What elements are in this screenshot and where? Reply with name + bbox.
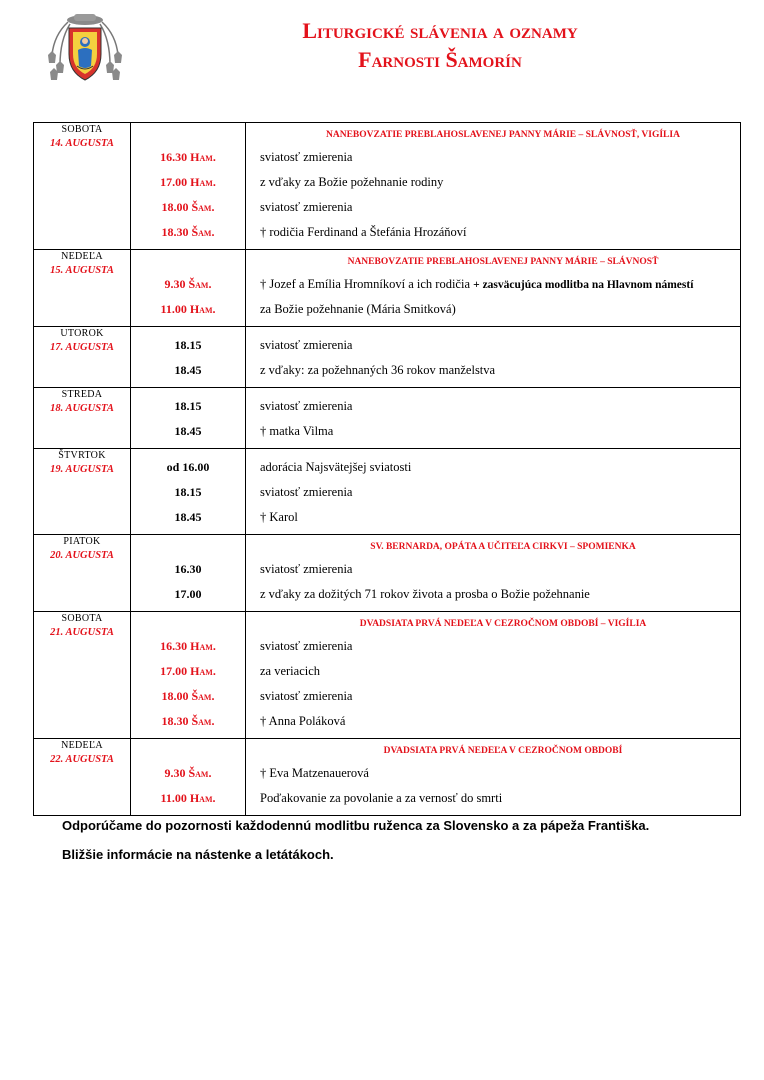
mass-time (131, 709, 245, 734)
parish-name: Farnosti Šamorín (358, 47, 522, 72)
day-name: STREDA (61, 389, 103, 400)
mass-time (131, 634, 245, 659)
feast-title: NANEBOVZATIE PREBLAHOSLAVENEJ PANNY MÁRIE – SLÁVNOSŤ, VIGÍLIA (326, 130, 680, 140)
mass-time (131, 170, 245, 195)
location-abbrev: Šam. (191, 714, 215, 728)
mass-intention (246, 786, 740, 811)
location-abbrev: Šam. (191, 225, 215, 239)
time-value: 18.15 (174, 399, 202, 413)
mass-intention (246, 582, 740, 607)
mass-time (131, 455, 245, 480)
time-value: 16.30 (160, 150, 188, 164)
time-value: 17.00 (160, 664, 188, 678)
mass-time (131, 557, 245, 582)
mass-intention (246, 761, 740, 786)
time-value: 16.30 (160, 639, 188, 653)
location-abbrev: Ham. (189, 791, 216, 805)
mass-time (131, 480, 245, 505)
time-value: 16.30 (174, 562, 202, 576)
location-abbrev: Ham. (189, 302, 216, 316)
intention-cell (246, 449, 741, 535)
mass-intention (246, 358, 740, 383)
day-name: UTOROK (60, 328, 104, 339)
day-date: 18. AUGUSTA (50, 403, 114, 414)
time-value: 18.15 (174, 338, 202, 352)
day-cell (34, 739, 131, 816)
intention-text: sviatosť zmierenia (260, 562, 353, 576)
time-cell (131, 449, 246, 535)
time-cell (131, 123, 246, 250)
mass-intention (246, 272, 740, 297)
intention-cell (246, 327, 741, 388)
intention-text: † Karol (260, 510, 298, 524)
mass-time (131, 145, 245, 170)
day-row (34, 327, 741, 388)
feast-title: SV. BERNARDA, OPÁTA A UČITEĽA CIRKVI – SPOMIENKA (370, 542, 636, 552)
mass-intention (246, 659, 740, 684)
location-abbrev: Ham. (190, 175, 216, 189)
day-date: 20. AUGUSTA (50, 550, 114, 561)
mass-time (131, 786, 245, 811)
intention-text: z vďaky za Božie požehnanie rodiny (260, 175, 444, 189)
day-date: 17. AUGUSTA (50, 342, 114, 353)
mass-intention (246, 684, 740, 709)
day-name: ŠTVRTOK (58, 450, 106, 461)
intention-text: adorácia Najsvätejšej sviatosti (260, 460, 412, 474)
time-cell (131, 739, 246, 816)
mass-intention (246, 195, 740, 220)
rosary-note: Odporúčame do pozornosti každodennú modlitbu ruženca za Slovensko a za pápeža Františka. (62, 818, 650, 833)
time-value: 18.30 (161, 714, 189, 728)
time-value: 18.15 (174, 485, 202, 499)
mass-time (131, 582, 245, 607)
day-name: PIATOK (63, 536, 101, 547)
intention-text: † matka Vilma (260, 424, 334, 438)
day-date: 15. AUGUSTA (50, 265, 114, 276)
mass-intention (246, 419, 740, 444)
day-row (34, 123, 741, 250)
parish-coat-of-arms-icon (44, 10, 126, 86)
time-cell (131, 250, 246, 327)
time-value: 11.00 (160, 791, 187, 805)
intention-cell (246, 612, 741, 739)
mass-intention (246, 394, 740, 419)
intention-text: † Anna Poláková (260, 714, 346, 728)
intention-text: sviatosť zmierenia (260, 639, 353, 653)
time-value: 18.45 (174, 363, 202, 377)
mass-time (131, 272, 245, 297)
intention-text: † rodičia Ferdinand a Štefánia Hrozáňoví (260, 225, 467, 239)
time-cell (131, 327, 246, 388)
mass-intention (246, 297, 740, 322)
intention-text: † Eva Matzenauerová (260, 766, 369, 780)
day-cell (34, 612, 131, 739)
intention-text: † Jozef a Emília Hromníkoví a ich rodičia (260, 277, 471, 291)
time-value: 9.30 (164, 277, 186, 291)
day-cell (34, 388, 131, 449)
day-row (34, 612, 741, 739)
time-value: od 16.00 (166, 460, 210, 474)
day-cell (34, 327, 131, 388)
day-row (34, 535, 741, 612)
time-cell (131, 535, 246, 612)
time-value: 18.00 (161, 689, 189, 703)
intention-cell (246, 123, 741, 250)
mass-time (131, 333, 245, 358)
location-abbrev: Ham. (190, 664, 216, 678)
mass-intention (246, 557, 740, 582)
intention-extra: + zasväcujúca modlitba na Hlavnom námestí (473, 279, 694, 291)
mass-time (131, 684, 245, 709)
time-value: 17.00 (160, 175, 188, 189)
mass-intention (246, 505, 740, 530)
location-abbrev: Ham. (190, 150, 216, 164)
mass-intention (246, 634, 740, 659)
info-note: Bližšie informácie na nástenke a letátákoch. (62, 847, 334, 862)
time-value: 18.30 (161, 225, 189, 239)
time-value: 18.45 (174, 510, 202, 524)
intention-text: sviatosť zmierenia (260, 150, 353, 164)
location-abbrev: Šam. (188, 277, 212, 291)
mass-intention (246, 170, 740, 195)
mass-intention (246, 220, 740, 245)
mass-time (131, 358, 245, 383)
page-title: Liturgické slávenia a oznamy (302, 18, 578, 43)
intention-cell (246, 535, 741, 612)
intention-text: za veriacich (260, 664, 321, 678)
day-row (34, 388, 741, 449)
mass-time (131, 659, 245, 684)
intention-text: Poďakovanie za povolanie a za vernosť do smrti (260, 791, 503, 805)
day-name: NEDEĽA (61, 740, 103, 751)
mass-intention (246, 145, 740, 170)
intention-cell (246, 388, 741, 449)
day-cell (34, 250, 131, 327)
mass-time (131, 394, 245, 419)
mass-time (131, 505, 245, 530)
intention-text: sviatosť zmierenia (260, 399, 353, 413)
mass-time (131, 761, 245, 786)
mass-intention (246, 480, 740, 505)
day-name: SOBOTA (61, 613, 103, 624)
intention-cell (246, 739, 741, 816)
time-value: 18.45 (174, 424, 202, 438)
time-cell (131, 612, 246, 739)
mass-intention (246, 455, 740, 480)
mass-intention (246, 333, 740, 358)
day-row (34, 739, 741, 816)
day-row (34, 250, 741, 327)
day-cell (34, 123, 131, 250)
time-value: 11.00 (160, 302, 187, 316)
intention-text: sviatosť zmierenia (260, 689, 353, 703)
mass-time (131, 297, 245, 322)
day-cell (34, 449, 131, 535)
day-cell (34, 535, 131, 612)
intention-text: z vďaky za dožitých 71 rokov života a prosba o Božie požehnanie (260, 587, 590, 601)
time-value: 17.00 (174, 587, 202, 601)
intention-text: za Božie požehnanie (Mária Smitková) (260, 302, 456, 316)
intention-text: z vďaky: za požehnaných 36 rokov manželstva (260, 363, 496, 377)
feast-title: DVADSIATA PRVÁ NEDEĽA V CEZROČNOM OBDOBÍ – VIGÍLIA (359, 619, 647, 629)
intention-cell (246, 250, 741, 327)
location-abbrev: Šam. (191, 689, 215, 703)
day-date: 19. AUGUSTA (50, 464, 114, 475)
day-date: 22. AUGUSTA (50, 754, 114, 765)
day-date: 21. AUGUSTA (50, 627, 114, 638)
mass-intention (246, 709, 740, 734)
day-name: NEDEĽA (61, 251, 103, 262)
time-cell (131, 388, 246, 449)
mass-time (131, 419, 245, 444)
mass-time (131, 220, 245, 245)
day-date: 14. AUGUSTA (50, 138, 114, 149)
intention-text: sviatosť zmierenia (260, 338, 353, 352)
mass-time (131, 195, 245, 220)
location-abbrev: Ham. (190, 639, 216, 653)
schedule-table (33, 122, 741, 816)
feast-title: NANEBOVZATIE PREBLAHOSLAVENEJ PANNY MÁRIE – SLÁVNOSŤ (347, 257, 659, 267)
day-name: SOBOTA (61, 124, 103, 135)
intention-text: sviatosť zmierenia (260, 485, 353, 499)
feast-title: DVADSIATA PRVÁ NEDEĽA V CEZROČNOM OBDOBÍ (383, 746, 623, 756)
day-row (34, 449, 741, 535)
time-value: 18.00 (161, 200, 189, 214)
location-abbrev: Šam. (191, 200, 215, 214)
intention-text: sviatosť zmierenia (260, 200, 353, 214)
time-value: 9.30 (164, 766, 186, 780)
location-abbrev: Šam. (188, 766, 212, 780)
